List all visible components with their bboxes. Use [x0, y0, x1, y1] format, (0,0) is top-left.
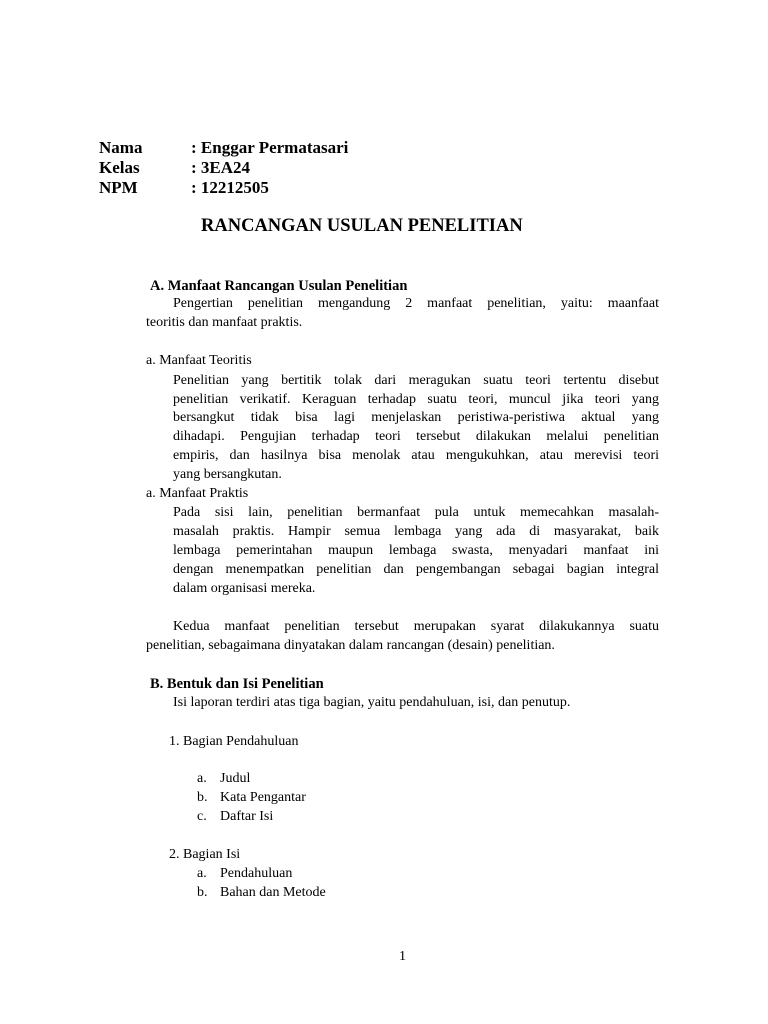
page-number: 1: [399, 949, 406, 964]
list-item-daftar-isi: Daftar Isi: [220, 809, 274, 824]
kedua-line: Kedua manfaat penelitian tersebut merupakan syarat dilakukannya suatu: [173, 619, 659, 634]
praktis-line: dengan menempatkan penelitian dan pengembangan sebagai bagian integral: [173, 562, 659, 577]
list-item-judul: Judul: [220, 771, 251, 786]
section-b-intro: Isi laporan terdiri atas tiga bagian, yaitu pendahuluan, isi, dan penutup.: [173, 695, 571, 710]
teoritis-line: penelitian verikatif. Keraguan terhadap suatu teori, muncul jika teori yang: [173, 392, 659, 407]
kelas-value: : 3EA24: [191, 158, 251, 177]
teoritis-line: bersangkut tidak bisa lagi menjelaskan peristiwa-peristiwa aktual yang: [173, 410, 659, 425]
list-marker: b.: [197, 790, 208, 805]
document-title: RANCANGAN USULAN PENELITIAN: [201, 216, 523, 236]
teoritis-line: dihadapi. Pengujian terhadap teori tersebut dilakukan melalui penelitian: [173, 429, 659, 444]
list-item-kata-pengantar: Kata Pengantar: [220, 790, 306, 805]
list-marker: c.: [197, 809, 207, 824]
praktis-line: lembaga pemerintahan maupun lembaga swasta, menyadari manfaat ini: [173, 543, 659, 558]
bagian-pendahuluan-label: 1. Bagian Pendahuluan: [169, 734, 299, 749]
nama-label: Nama: [99, 138, 143, 157]
praktis-line: masalah praktis. Hampir semua lembaga yang ada di masyarakat, baik: [173, 524, 659, 539]
kelas-label: Kelas: [99, 158, 140, 177]
kedua-line: penelitian, sebagaimana dinyatakan dalam rancangan (desain) penelitian.: [146, 638, 555, 653]
section-a-intro-line: Pengertian penelitian mengandung 2 manfaat penelitian, yaitu: maanfaat: [173, 296, 659, 311]
nama-value: : Enggar Permatasari: [191, 138, 349, 157]
manfaat-praktis-label: a. Manfaat Praktis: [146, 486, 249, 501]
manfaat-teoritis-label: a. Manfaat Teoritis: [146, 353, 252, 368]
list-marker: a.: [197, 771, 207, 786]
npm-label: NPM: [99, 178, 138, 197]
list-marker: a.: [197, 866, 207, 881]
teoritis-line: empiris, dan hasilnya bisa menolak atau mengukuhkan, atau merevisi teori: [173, 448, 659, 463]
bagian-isi-label: 2. Bagian Isi: [169, 847, 241, 862]
list-marker: b.: [197, 885, 208, 900]
list-item-pendahuluan: Pendahuluan: [220, 866, 293, 881]
teoritis-line: yang bersangkutan.: [173, 467, 282, 482]
teoritis-line: Penelitian yang bertitik tolak dari meragukan suatu teori tertentu disebut: [173, 373, 659, 388]
npm-value: : 12212505: [191, 178, 269, 197]
praktis-line: Pada sisi lain, penelitian bermanfaat pula untuk memecahkan masalah-: [173, 505, 659, 520]
section-a-heading: A. Manfaat Rancangan Usulan Penelitian: [150, 278, 408, 294]
praktis-line: dalam organisasi mereka.: [173, 581, 316, 596]
list-item-bahan-dan-metode: Bahan dan Metode: [220, 885, 326, 900]
section-b-heading: B. Bentuk dan Isi Penelitian: [150, 676, 324, 692]
section-a-intro-line: teoritis dan manfaat praktis.: [146, 315, 303, 330]
